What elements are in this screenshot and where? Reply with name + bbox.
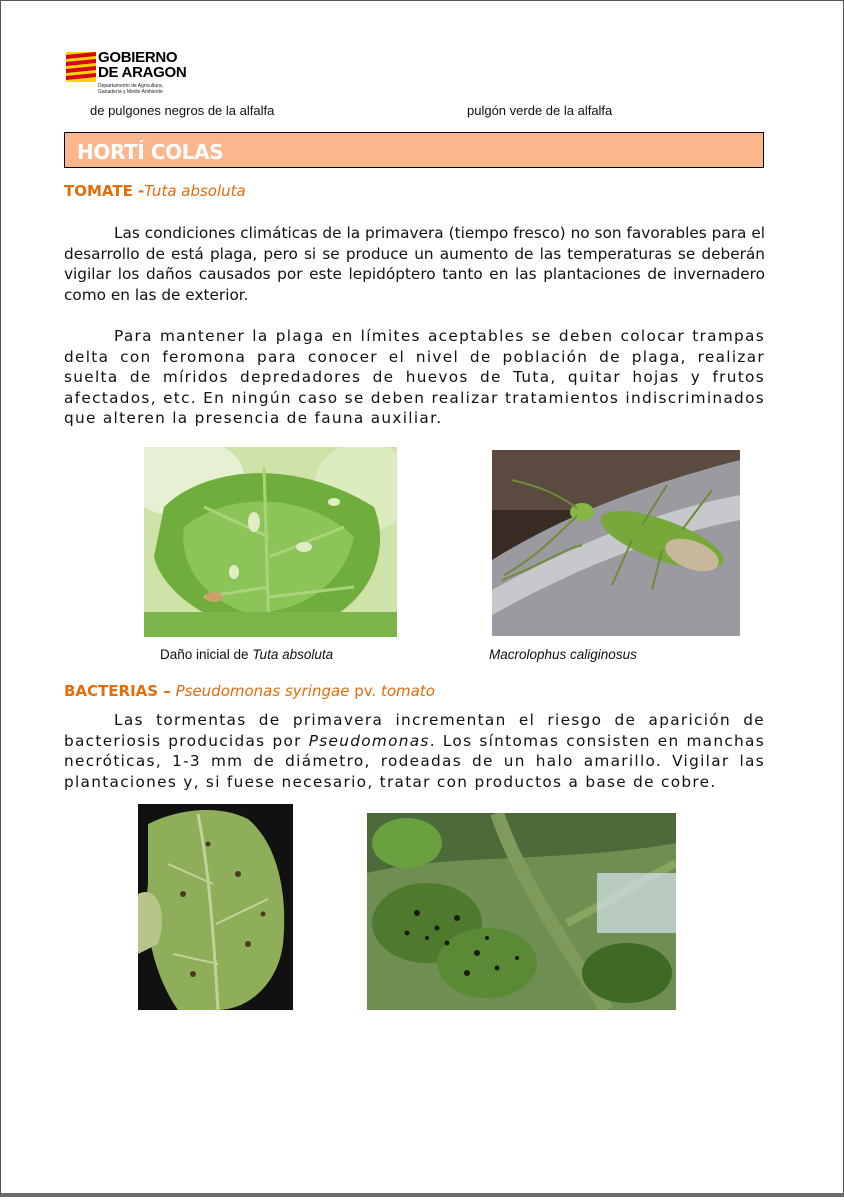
logo-title-line-1: GOBIERNO [98,49,178,66]
caption-pulgones-negros: de pulgones negros de la alfalfa [90,103,275,118]
tomate-heading-bold: TOMATE - [64,182,145,200]
caption-pulgon-verde: pulgón verde de la alfalfa [467,103,613,118]
bacterias-heading-bold: BACTERIAS – [64,682,171,700]
caption-tuta-plain: Daño inicial de [160,647,253,662]
tomate-paragraph-1 [64,223,765,305]
caption-tuta-italic: Tuta absoluta [252,647,334,662]
tomate-paragraph-2-text: Para mantener la plaga en límites aceptables se deben colocar trampas delta con feromona para conocer el nivel de población de plaga, realizar suelta de míridos depredadores de huevos de Tuta, quitar hojas y frutos afectados, etc. En ningún caso se deben realizar tratamientos indiscriminados que alteren la presencia de fauna auxiliar. [64,327,765,427]
tomate-heading-italic: Tuta absoluta [144,182,246,200]
logo-title [98,50,186,80]
logo-dept-line-2: Ganadería y Medio Ambiente [98,89,163,95]
tomate-paragraph-1-text: Las condiciones climáticas de la primavera (tiempo fresco) no son favorables para el desarrollo de está plaga, pero si se produce un aumento de las temperaturas se deberán vigilar los daños causados por este lepidóptero tanto en las plantaciones de invernadero como en las de exterior. [64,224,765,304]
bacterias-paragraph-part-1: Las tormentas de primavera incrementan el riesgo de aparición de bacteriosis producidas por [64,711,765,750]
bacterias-heading-plain: pv. [354,682,377,700]
caption-macrolophus-italic: Macrolophus caliginosus [489,647,637,662]
bacterias-heading [64,682,435,700]
photo-bacteriosis-plant [367,813,676,1010]
tomate-paragraph-2 [64,326,765,429]
photo-tuta-absoluta-leaf [144,447,397,637]
bacterias-paragraph [64,710,765,792]
caption-tuta-absoluta [160,647,333,662]
section-bar [64,132,764,168]
bacterias-paragraph-part-2: . Los síntomas consisten en manchas necróticas, 1-3 mm de diámetro, rodeadas de un halo amarillo. Vigilar las plantaciones y, si fuese necesario, tratar con productos a base de cobre. [64,731,765,791]
section-title: HORTÍ COLAS [77,140,224,164]
photo-macrolophus-caliginosus [492,450,740,636]
gobierno-aragon-logo [66,50,216,100]
logo-department [98,83,178,95]
tomate-heading [64,182,246,200]
bacterias-paragraph-italic: Pseudomonas [308,731,430,750]
logo-dept-line-1: Departamento de Agricultura, [98,83,164,89]
caption-macrolophus [489,647,637,662]
bacterias-heading-italic-1: Pseudomonas syringae [175,682,350,700]
logo-title-line-2: DE ARAGON [98,64,187,81]
photo-bacteriosis-leaf [138,804,293,1010]
bacterias-heading-italic-2: tomato [381,682,435,700]
aragon-flag-icon [66,52,96,82]
